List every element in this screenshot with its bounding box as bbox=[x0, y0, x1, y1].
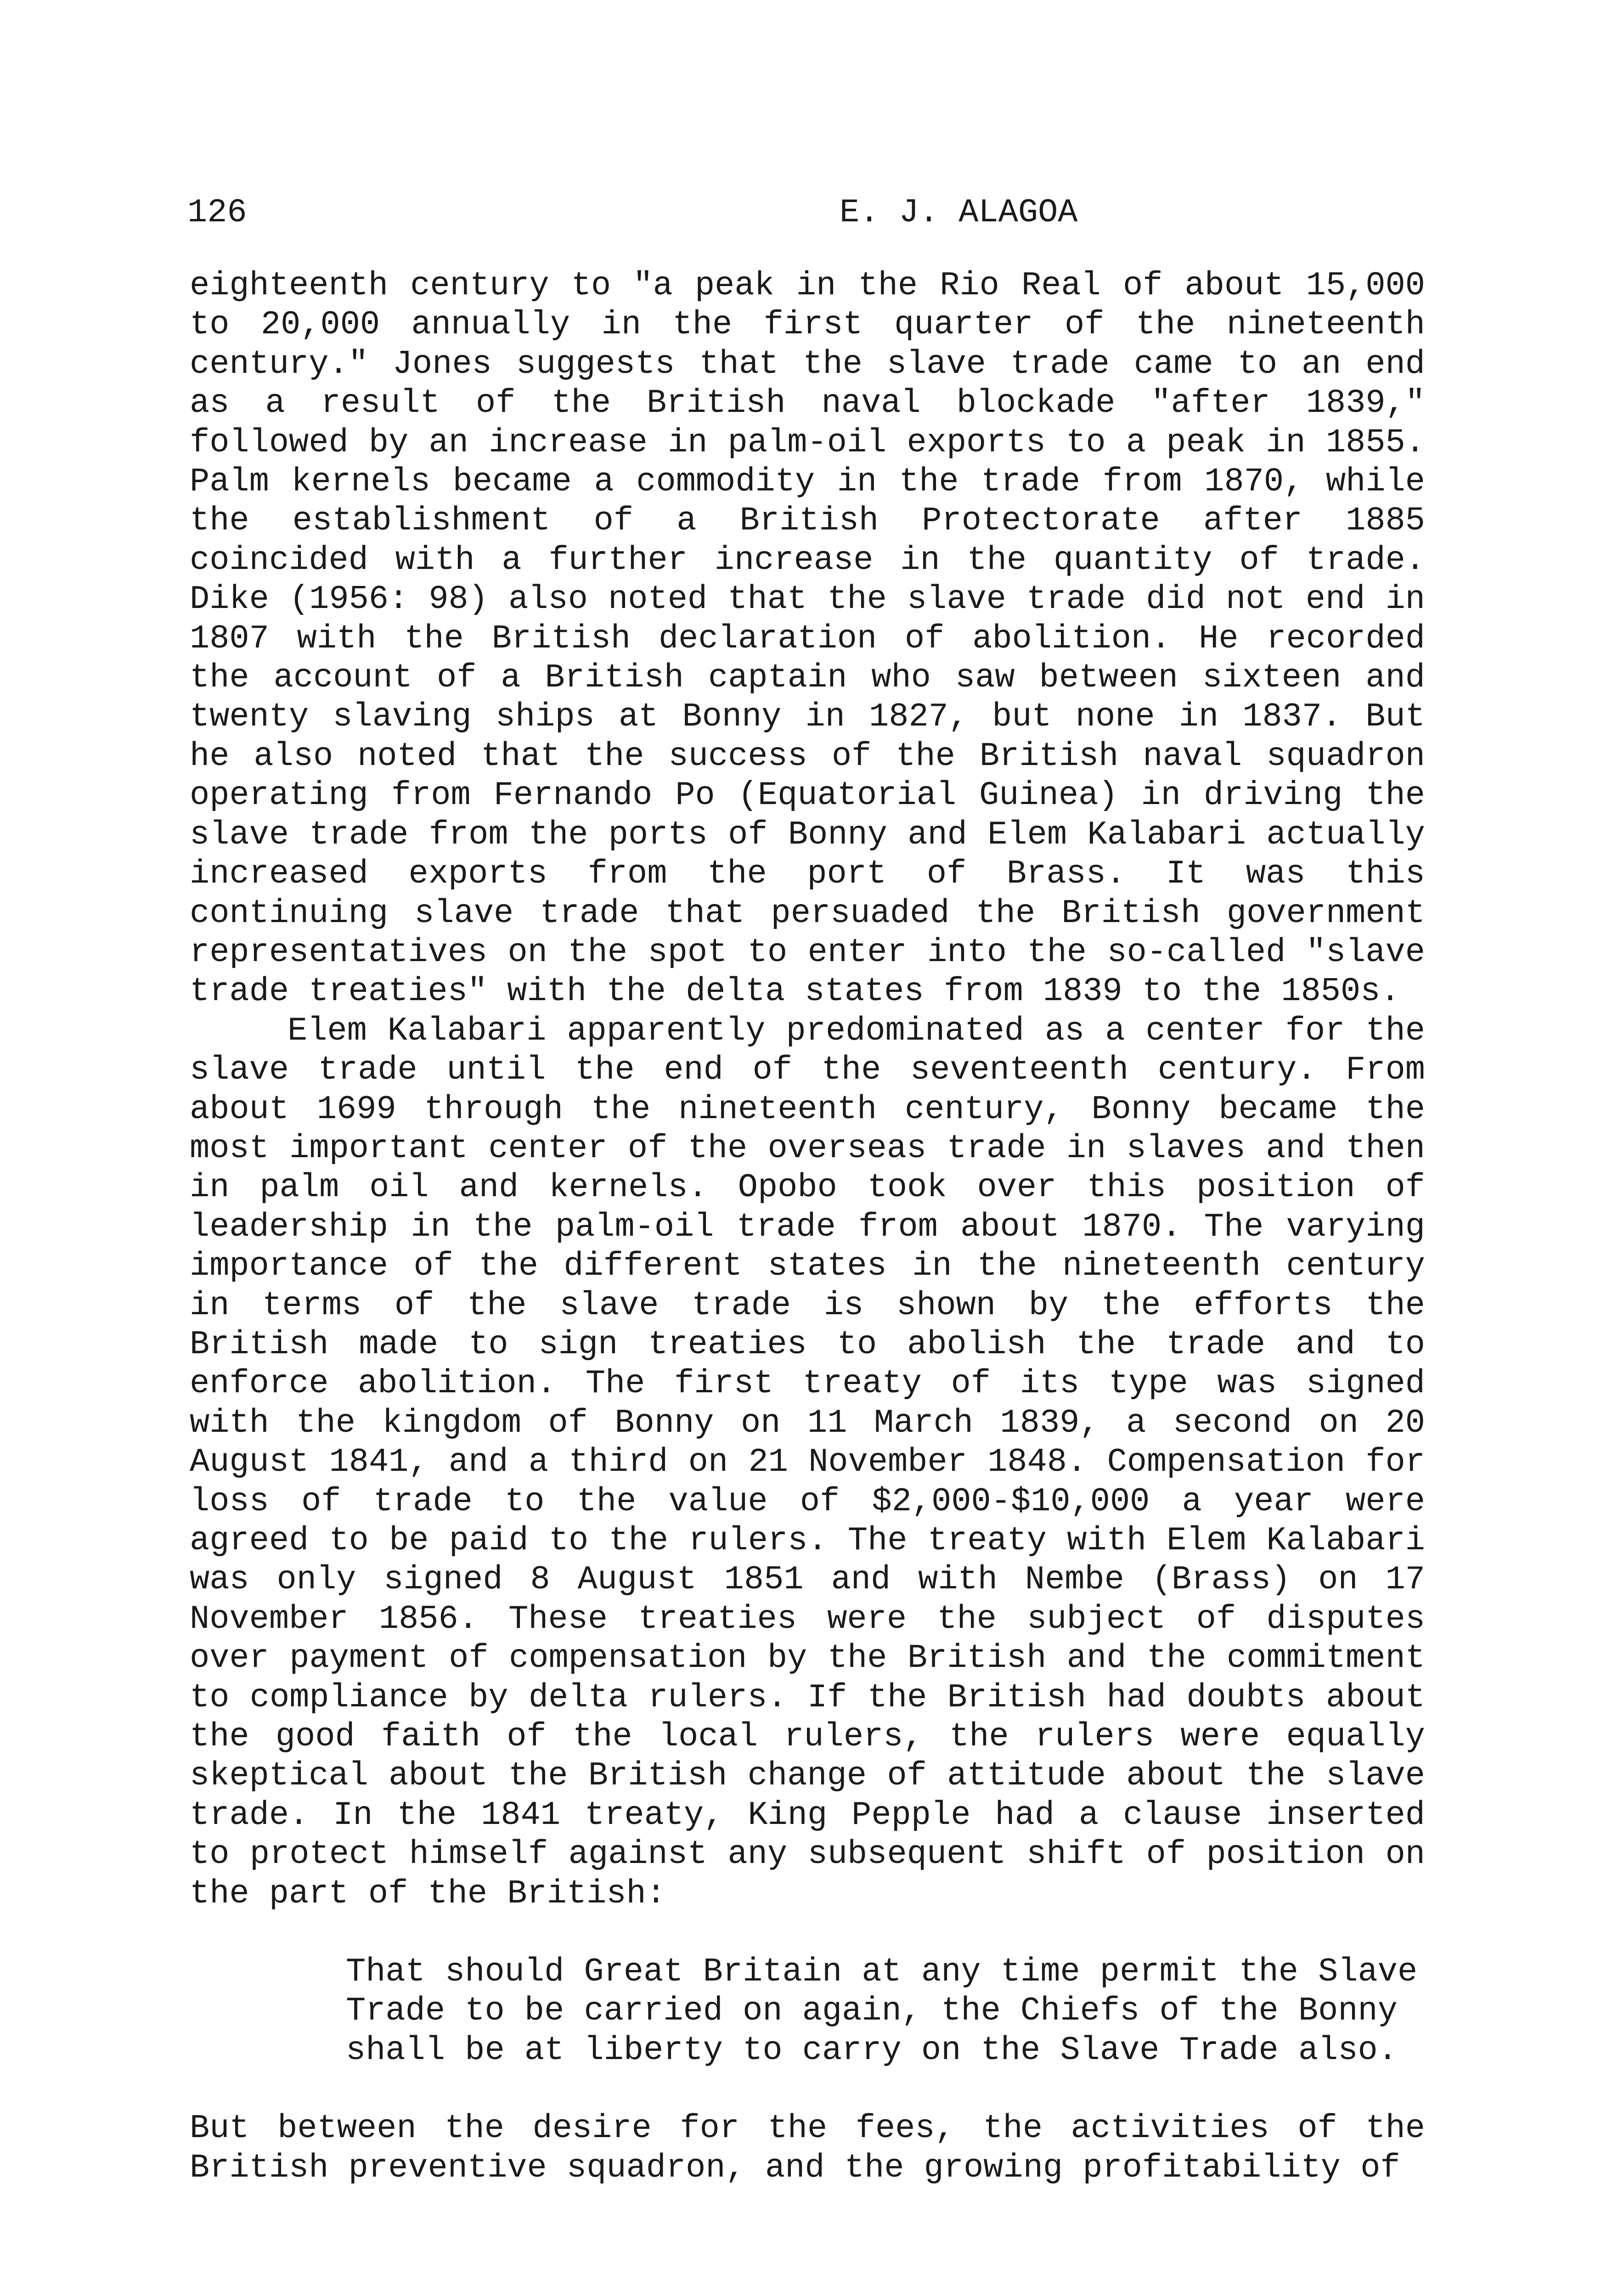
running-head-author: E. J. ALAGOA bbox=[840, 194, 1078, 231]
body-text bbox=[190, 266, 1425, 2188]
block-quote bbox=[190, 1953, 1425, 2070]
page-number: 126 bbox=[187, 194, 247, 231]
quote-line: Trade to be carried on again, the Chiefs of the Bonny bbox=[346, 1992, 1398, 2030]
paragraph: Elem Kalabari apparently predominated as a center for the slave trade until the end of the seventeenth century. From about 1699 through the nineteenth century, Bonny became the most important center of the overseas trade in slaves and then in palm oil and kernels. Opobo took over this position of leadership in the palm-oil trade from about 1870. The varying importance of the different states in the nineteenth century in terms of the slave trade is shown by the efforts the British made to sign treaties to abolish the trade and to enforce abolition. The first treaty of its type was signed with the kingdom of Bonny on 11 March 1839, a second on 20 August 1841, and a third on 21 November 1848. Compensation for loss of trade to the value of $2,000-$10,000 a year were agreed to be paid to the rulers. The treaty with Elem Kalabari was only signed 8 August 1851 and with Nembe (Brass) on 17 November 1856. These treaties were the subject of disputes over payment of compensation by the British and the commitment to compliance by delta rulers. If the British had doubts about the good faith of the local rulers, the rulers were equally skeptical about the British change of attitude about the slave trade. In the 1841 treaty, King Pepple had a clause inserted to protect himself against any subsequent shift of position on the part of the British: bbox=[190, 1012, 1425, 1913]
paragraph: But between the desire for the fees, the activities of the British preventive squadron, and the growing profitability of bbox=[190, 2110, 1425, 2187]
quote-line: That should Great Britain at any time permit the Slave bbox=[346, 1953, 1418, 1991]
paragraph: eighteenth century to "a peak in the Rio Real of about 15,000 to 20,000 annually in the first quarter of the nineteenth century." Jones suggests that the slave trade came to an end as a result of the British naval blockade "after 1839," followed by an increase in palm-oil exports to a peak in 1855. Palm kernels became a commodity in the trade from 1870, while the establishment of a British Protectorate after 1885 coincided with a further increase in the quantity of trade. Dike (1956: 98) also noted that the slave trade did not end in 1807 with the British declaration of abolition. He recorded the account of a British captain who saw between sixteen and twenty slaving ships at Bonny in 1827, but none in 1837. But he also noted that the success of the British naval squadron operating from Fernando Po (Equatorial Guinea) in driving the slave trade from the ports of Bonny and Elem Kalabari actually increased exports from the port of Brass. It was this continuing slave trade that persuaded the British government representatives on the spot to enter into the so-called "slave trade treaties" with the delta states from 1839 to the 1850s. bbox=[190, 267, 1425, 1011]
quote-line: shall be at liberty to carry on the Slave Trade also. bbox=[346, 2031, 1398, 2069]
running-head bbox=[187, 187, 1427, 238]
